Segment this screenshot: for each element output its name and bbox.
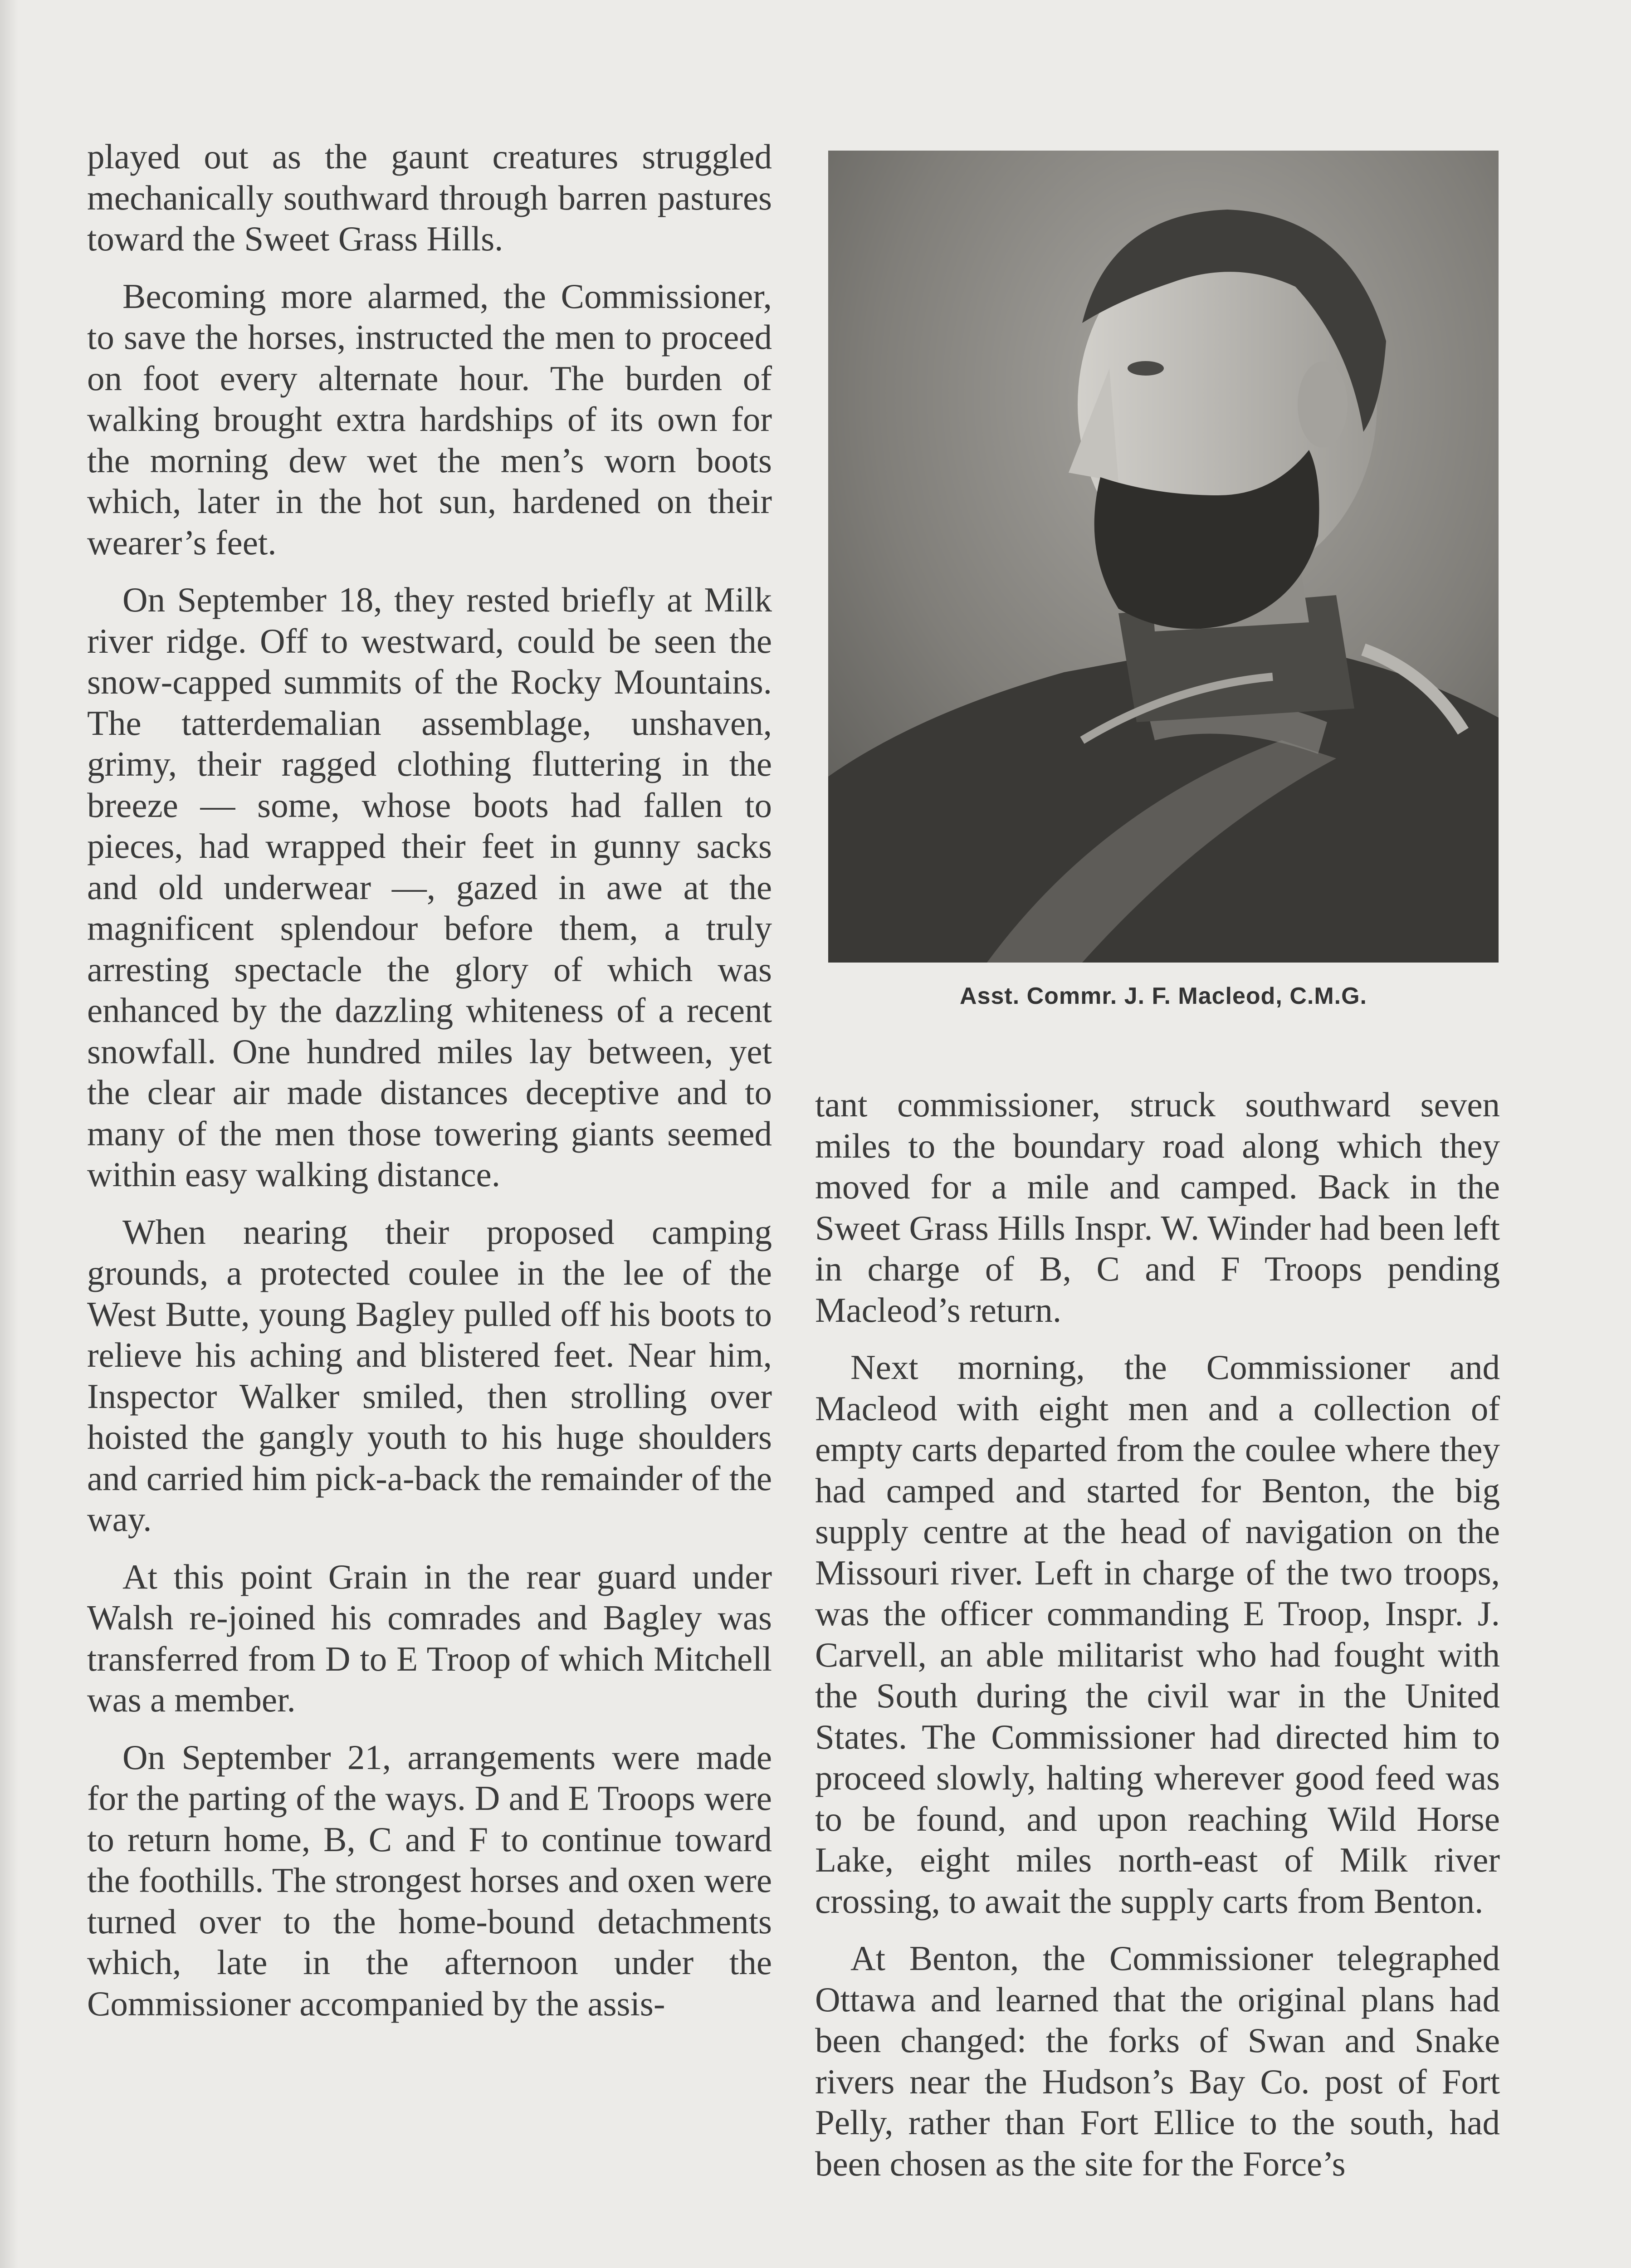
paragraph: played out as the gaunt creatures struggled mechanically southward through barren pastures toward the Sweet Grass Hills. bbox=[87, 137, 772, 258]
portrait-photo bbox=[828, 151, 1499, 963]
paragraph: When nearing their proposed camping grounds, a protected coulee in the lee of the West Butte, young Bagley pulled off his boots to relieve his aching and blistered feet. Near him, Inspector Walker smiled, then strolling over hoisted the gangly youth to his huge shoulders and carried him pick-a-back the remainder of the way. bbox=[87, 1212, 772, 1539]
paragraph: At Benton, the Commissioner telegraphed Ottawa and learned that the original plans had been changed: the forks of Swan and Snake rivers near the Hudson’s Bay Co. post of Fort Pelly, rather than Fort Ellice to the south, had been chosen as the site for the Force’s bbox=[815, 1939, 1500, 2183]
portrait-illustration bbox=[828, 151, 1499, 963]
paragraph: On September 18, they rested briefly at Milk river ridge. Off to westward, could be seen the snow-capped summits of the Rocky Mountains. The tatterdemalian assemblage, unshaven, grimy, their ragged clothing fluttering in the breeze — some, whose boots had fallen to pieces, had wrapped their feet in gunny sacks and old underwear —, gazed in awe at the magnificent splendour before them, a truly arresting spectacle the glory of which was enhanced by the dazzling whiteness of a recent snowfall. One hundred miles lay between, yet the clear air made distances deceptive and to many of the men those towering giants seemed within easy walking distance. bbox=[87, 580, 772, 1194]
photo-caption: Asst. Commr. J. F. Macleod, C.M.G. bbox=[960, 983, 1367, 1009]
paragraph: At this point Grain in the rear guard under Walsh re-joined his comrades and Bagley was transferred from D to E Troop of which Mitchell was a member. bbox=[87, 1557, 772, 1719]
paragraph: On September 21, arrangements were made for the parting of the ways. D and E Troops were to return home, B, C and F to continue toward the foothills. The strongest horses and oxen were turned over to the home-bound detachments which, late in the afternoon under the Commissioner accompanied by the assis- bbox=[87, 1737, 772, 2023]
paragraph: Next morning, the Commissioner and Macleod with eight men and a collection of empty carts departed from the coulee where they had camped and started for Benton, the big supply centre at the head of navigation on the Missouri river. Left in charge of the two troops, was the officer commanding E Troop, Inspr. J. Carvell, an able militarist who had fought with the South during the civil war in the United States. The Commissioner had directed him to proceed slowly, halting wherever good feed was to be found, and upon reaching Wild Horse Lake, eight miles north-east of Milk river crossing, to await the supply carts from Benton. bbox=[815, 1348, 1500, 1921]
left-text-column bbox=[87, 136, 772, 2040]
paragraph: tant commissioner, struck southward seven miles to the boundary road along which they moved for a mile and camped. Back in the Sweet Grass Hills Inspr. W. Winder had been left in charge of B, C and F Troops pending Macleod’s return. bbox=[815, 1085, 1500, 1330]
right-text-column bbox=[815, 1084, 1500, 2200]
page-edge-shadow bbox=[0, 0, 18, 2268]
paragraph: Becoming more alarmed, the Commissioner, to save the horses, instructed the men to proceed on foot every alternate hour. The burden of walking brought extra hardships of its own for the morning dew wet the men’s worn boots which, later in the hot sun, hardened on their wearer’s feet. bbox=[87, 276, 772, 562]
